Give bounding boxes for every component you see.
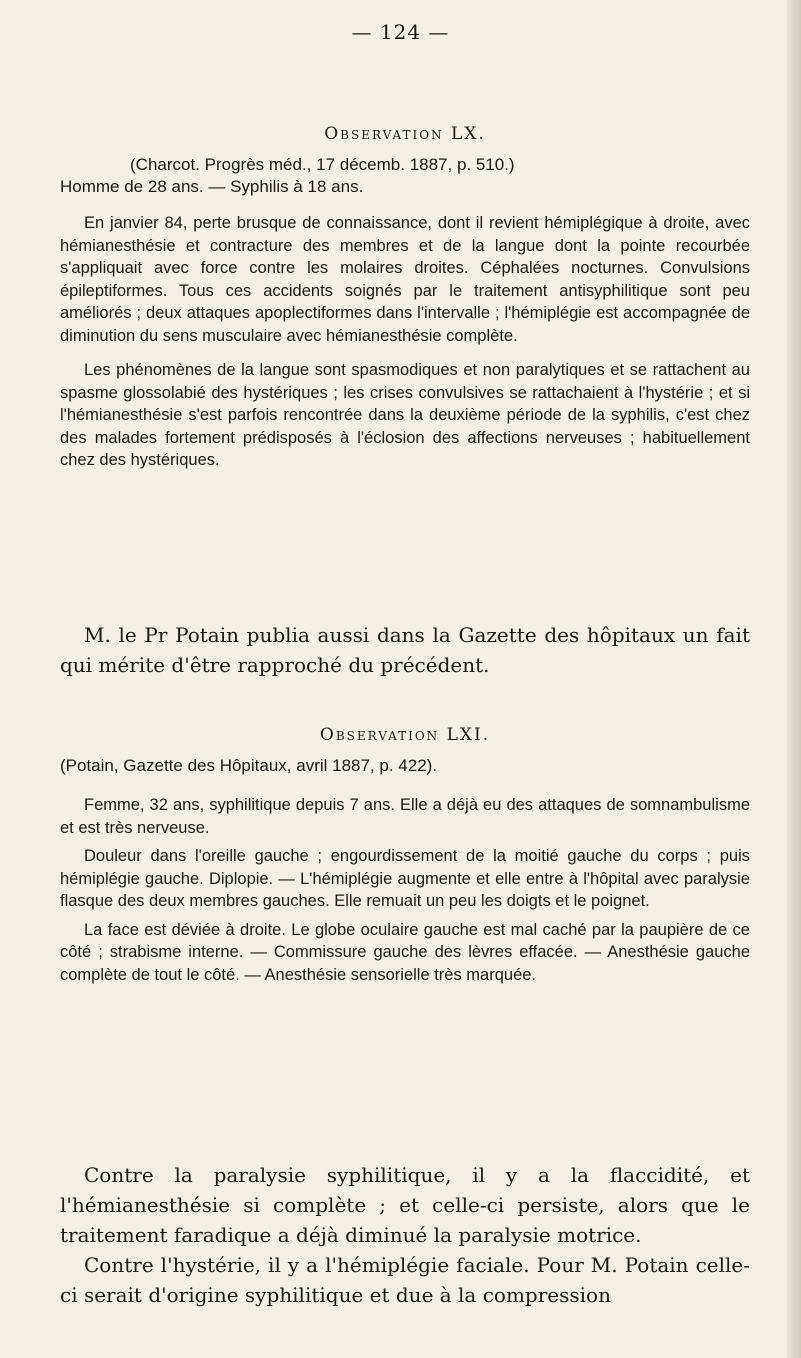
paragraph: Contre la paralysie syphilitique, il y a la flaccidité, et l'hémianesthésie si complète ; et celle-ci persiste, alors que le traitement faradique a déjà diminué la paralysie motrice. xyxy=(60,1163,750,1247)
paragraph: Les phénomènes de la langue sont spasmodiques et non paralytiques et se rattachent au spasme glossolabié des hystériques ; les crises convulsives se rattachaient à l'hystérie ; et si l'hémianesthésie s'est parfois rencontrée dans la deuxième période de la syphilis, c'est chez des malades fortement prédisposés à l'éclosion des affections nerveuses ; habituellement chez des hystériques. xyxy=(60,361,750,469)
observation-60-body xyxy=(60,212,750,472)
observation-61-header xyxy=(60,756,750,776)
observation-reference: (Potain, Gazette des Hôpitaux, avril 1887, p. 422). xyxy=(60,756,438,775)
observation-60-header xyxy=(60,155,750,197)
page-edge xyxy=(787,0,801,1358)
paragraph: Contre l'hystérie, il y a l'hémiplégie faciale. Pour M. Potain celle-ci serait d'origine syphilitique et due à la compression xyxy=(60,1253,750,1307)
paragraph: En janvier 84, perte brusque de connaissance, dont il revient hémiplégique à droite, avec hémianesthésie et contracture des membres et de la langue dont la pointe recourbée s'appliquait avec force contre les molaires droites. Céphalées nocturnes. Convulsions épileptiformes. Tous ces accidents soignés par le traitement antisyphilitique sont peu améliorés ; deux attaques apoplectiformes dans l'intervalle ; l'hémiplégie est accompagnée de diminution du sens musculaire avec hémianesthésie complète. xyxy=(60,214,750,345)
observation-61-title xyxy=(60,725,750,745)
observation-61-body xyxy=(60,794,750,986)
observation-title: Observation LXI. xyxy=(319,725,491,745)
paragraph: M. le Pr Potain publia aussi dans la Gazette des hôpitaux un fait qui mérite d'être rapproché du précédent. xyxy=(60,623,750,677)
observation-title: Observation LX. xyxy=(324,124,486,144)
page-number: — 124 — xyxy=(351,20,450,44)
paragraph: Douleur dans l'oreille gauche ; engourdissement de la moitié gauche du corps ; puis hémiplégie gauche. Diplopie. — L'hémiplégie augmente et elle entre à l'hôpital avec paralysie flasque des deux membres gauches. Elle remuait un peu les doigts et le poignet. xyxy=(60,847,750,910)
observation-reference: (Charcot. Progrès méd., 17 décemb. 1887, p. 510.) xyxy=(130,155,515,174)
observation-subject: Homme de 28 ans. — Syphilis à 18 ans. xyxy=(60,177,364,196)
conclusion-text xyxy=(60,1160,750,1310)
transition-text xyxy=(60,620,750,680)
paragraph: Femme, 32 ans, syphilitique depuis 7 ans. Elle a déjà eu des attaques de somnambulisme et est très nerveuse. xyxy=(60,796,750,837)
observation-60-title xyxy=(60,124,750,144)
paragraph: La face est déviée à droite. Le globe oculaire gauche est mal caché par la paupière de ce côté ; strabisme interne. — Commissure gauche des lèvres effacée. — Anesthésie gauche complète de tout le côté. — Anesthésie sensorielle très marquée. xyxy=(60,920,750,984)
